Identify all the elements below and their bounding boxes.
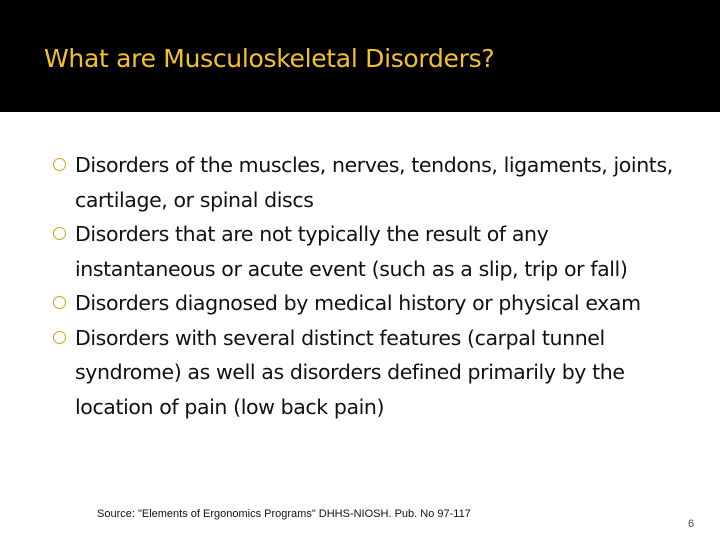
bullet-item bbox=[53, 148, 673, 217]
circle-bullet-icon bbox=[53, 331, 66, 344]
bullet-text: Disorders that are not typically the result of any instantaneous or acute event (such as a slip, trip or fall) bbox=[75, 222, 628, 281]
circle-bullet-icon bbox=[53, 158, 66, 171]
slide-title: What are Musculoskeletal Disorders? bbox=[44, 44, 495, 73]
bullet-item bbox=[53, 321, 673, 425]
bullet-text: Disorders with several distinct features (carpal tunnel syndrome) as well as disorders defined primarily by the location of pain (low back pain) bbox=[75, 325, 625, 419]
title-bar bbox=[0, 0, 720, 112]
bullet-text: Disorders diagnosed by medical history or physical exam bbox=[75, 291, 641, 315]
bullet-list bbox=[53, 148, 673, 424]
source-citation: Source: "Elements of Ergonomics Programs" DHHS-NIOSH. Pub. No 97-117 bbox=[97, 508, 471, 520]
bullet-item bbox=[53, 286, 673, 321]
page-number: 6 bbox=[688, 518, 695, 530]
bullet-text: Disorders of the muscles, nerves, tendons, ligaments, joints, cartilage, or spinal discs bbox=[75, 153, 673, 212]
circle-bullet-icon bbox=[53, 227, 66, 240]
bullet-item bbox=[53, 217, 673, 286]
circle-bullet-icon bbox=[53, 296, 66, 309]
